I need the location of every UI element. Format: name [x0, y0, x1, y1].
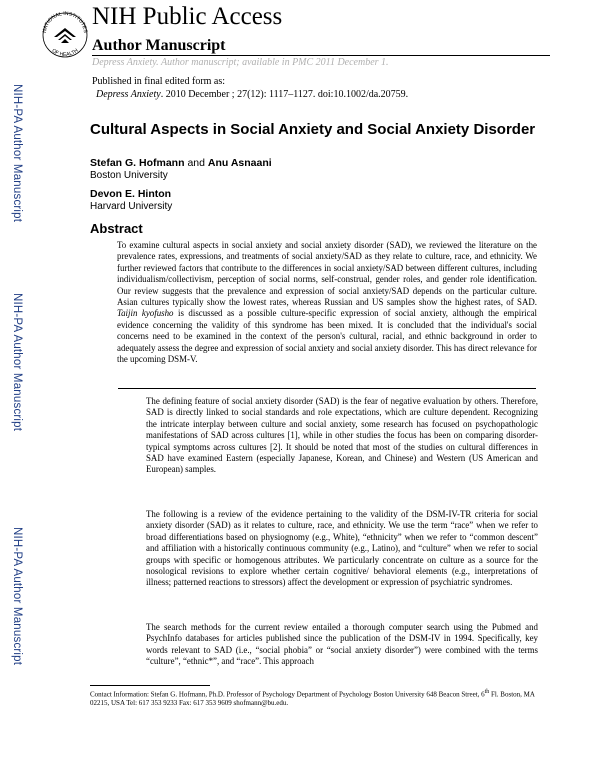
author-conjunction: and [187, 157, 205, 169]
availability-text: . Author manuscript; available in PMC 2011 December 1. [156, 57, 389, 68]
contact-footnote [90, 688, 540, 708]
affiliation-boston: Boston University [90, 170, 168, 181]
paper-title: Cultural Aspects in Social Anxiety and Social Anxiety Disorder [90, 121, 536, 138]
sidebar-label-middle: NIH-PA Author Manuscript [11, 293, 23, 432]
body-paragraph-1: The defining feature of social anxiety disorder (SAD) is the fear of negative evaluation by others. Therefore, SAD is directly linked to social standards and role expectations, which are culture dependent. Recognizing the intricate interplay between culture and social anxiety, some research has focused on psychopathologic manifestations of SAD across cultures [1], while in other studies the focus has been on comparing disorder-typical symptoms across cultures [2]. It should be noted that most of the studies on cultural differences in SAD have examined Eastern (especially Japanese, Korean, and Chinese) and Western (US American and European) samples. [146, 396, 538, 475]
abstract-text [117, 240, 537, 365]
author-hofmann: Stefan G. Hofmann [90, 157, 185, 169]
svg-text:NATIONAL INSTITUTES: NATIONAL INSTITUTES [41, 10, 89, 34]
abstract-text-part2: is discussed as a possible culture-specific expression of social anxiety, although the empirical evidence concerning the validity of this syndrome has been mixed. It is concluded that the individual's social concerns need to be examined in the context of the person's cultural, racial, and ethnic background in order to adequately assess the degree and expression of social anxiety and social anxiety disorder. This has direct relevance for the upcoming DSM-V. [117, 308, 537, 365]
availability-line [92, 57, 389, 68]
affiliation-harvard: Harvard University [90, 201, 173, 212]
abstract-italic-term: Taijin kyofusho [117, 308, 174, 319]
citation-journal: Depress Anxiety [96, 89, 161, 100]
availability-journal: Depress Anxiety [92, 57, 157, 68]
abstract-divider [118, 388, 536, 389]
author-manuscript-label: Author Manuscript [92, 37, 226, 54]
sidebar-label-top: NIH-PA Author Manuscript [11, 84, 23, 223]
body-paragraph-3: The search methods for the current review entailed a thorough computer search using the Pubmed and PsychInfo databases for articles published since the publication of the DSM-IV in 1994. Specifically, key words relevant to SAD (i.e., “social phobia” or “social anxiety disorder”) were combined with the terms “culture”, “ethnic*”, and “race”. This approach [146, 622, 538, 667]
abstract-heading: Abstract [90, 221, 143, 236]
abstract-text-part1: To examine cultural aspects in social anxiety and social anxiety disorder (SAD), we reviewed the literature on the prevalence rates, expressions, and treatments of social anxiety/SAD as they relate to culture, race, and ethnicity. We further reviewed factors that contribute to the differences in social anxiety/SAD between different cultures, including individualism/collectivism, perception of social norms, self-construal, gender roles, and gender role identification. Our review suggests that the prevalence and expression of social anxiety/SAD depends on the particular culture. Asian cultures typically show the lowest rates, whereas Russian and US samples show the highest rates, of SAD. [117, 240, 537, 308]
footnote-text-part2: Fl. Boston, MA 02215, USA Tel: 617 353 9233 Fax: 617 353 9609 shofmann@bu.edu. [90, 690, 535, 708]
citation-details: . 2010 December ; 27(12): 1117–1127. doi:10.1002/da.20759. [160, 89, 409, 100]
author-line-1 [90, 157, 272, 169]
nih-seal-logo [40, 4, 90, 66]
nih-public-access-title: NIH Public Access [92, 3, 283, 30]
footnote-text-part1: Contact Information: Stefan G. Hofmann, Ph.D. Professor of Psychology Department of Psychology Boston University 648 Beacon Street, 6 [90, 690, 485, 699]
body-paragraph-2: The following is a review of the evidence pertaining to the validity of the DSM-IV-TR criteria for social anxiety disorder (SAD) as it relates to culture, race, and ethnicity. We use the term “race” when we refer to broad differentiations based on physiognomy (e.g., White), “ethnicity” when we refer to “common descent” and affiliation with a historically continuous community (e.g., Latino), and “culture” when we refer to social groups with specific or homogenous attributes. We particularly concentrate on culture as a source for the nosological revisions to explore whether certain cognitive/ behavioral elements (e.g., interpretations of illness; patterned reactions to stressors) affect the development or expression of psychiatric syndromes. [146, 509, 538, 588]
author-asnaani: Anu Asnaani [207, 157, 272, 169]
citation-line [96, 89, 408, 100]
header-divider [92, 55, 550, 56]
svg-text:OF HEALTH: OF HEALTH [50, 47, 80, 59]
author-hinton: Devon E. Hinton [90, 188, 172, 200]
sidebar-label-bottom: NIH-PA Author Manuscript [11, 527, 23, 666]
footnote-divider [90, 685, 210, 686]
published-in-label: Published in final edited form as: [92, 76, 226, 87]
footnote-superscript: th [484, 689, 490, 695]
